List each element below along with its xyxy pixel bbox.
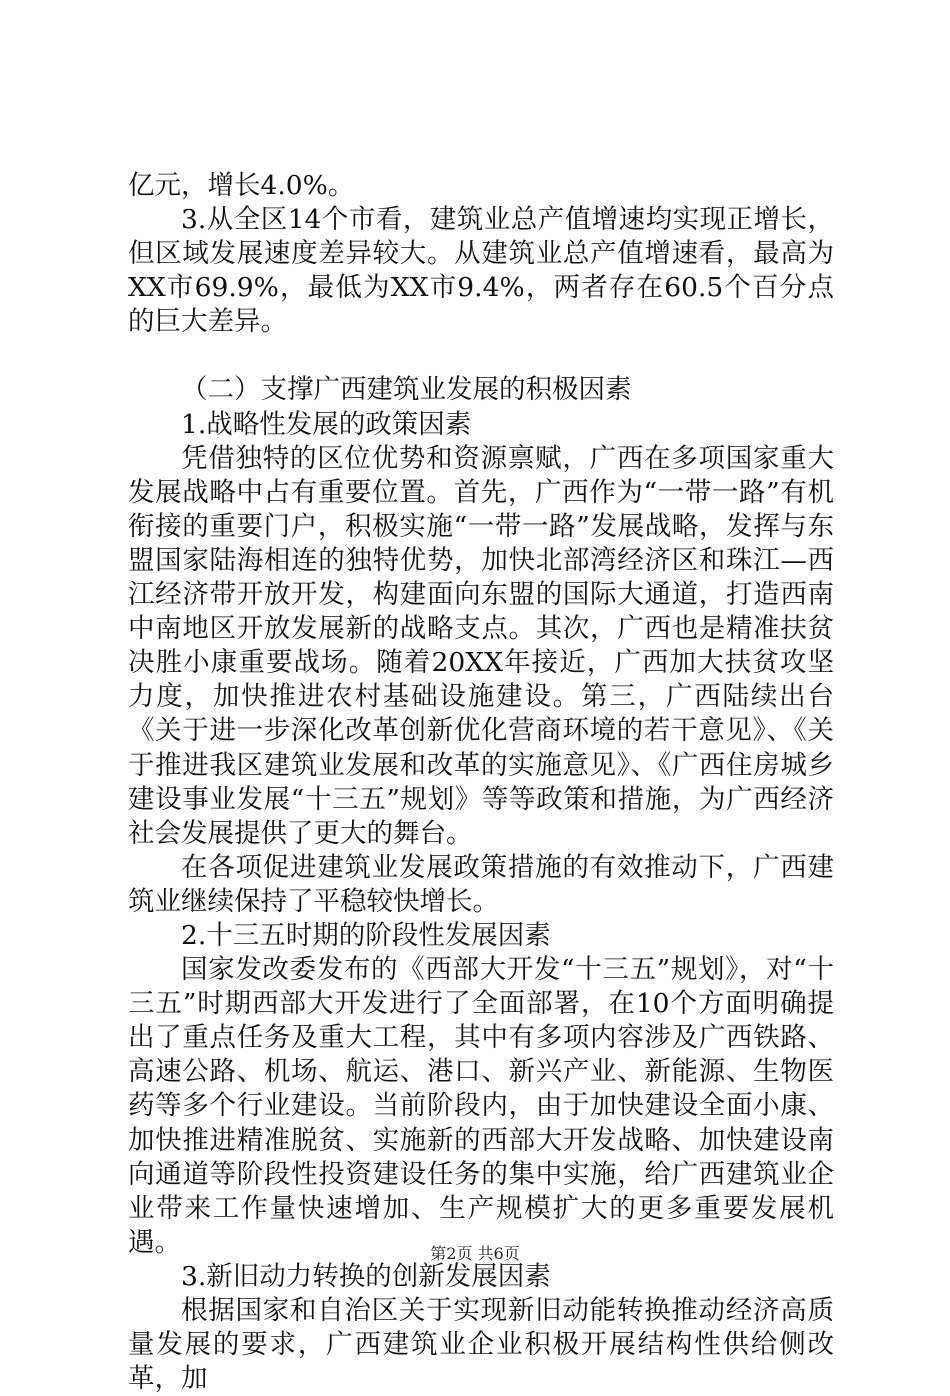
section-heading-positive-factors: （二）支撑广西建筑业发展的积极因素	[181, 374, 632, 406]
paragraph-continuation: 亿元，增长4.0%。	[128, 170, 355, 201]
subheading-policy-factors: 1.战略性发展的政策因素	[181, 408, 472, 440]
subheading-innovation-factors: 3.新旧动力转换的创新发展因素	[181, 1260, 551, 1292]
paragraph-western-development: 国家发改委发布的《西部大开发“十三五”规划》，对“十三五”时期西部大开发进行了全面部署，在10个方面明确提出了重点任务及重大工程，其中有多项内容涉及广西铁路、高速公路、机场、航运、港口、新兴产业、新能源、生物医药等多个行业建设。当前阶段内，由于加快建设全面小康、加快推进精准脱贫、实施新的西部大开发战略、加快建设南向通道等阶段性投资建设任务的集中实施，给广西建筑业企业带来工作量快速增加、生产规模扩大的更多重要发展机遇。	[128, 954, 834, 1258]
paragraph-momentum-transition: 根据国家和自治区关于实现新旧动能转换推动经济高质量发展的要求，广西建筑业企业积极开展结构性供给侧改革，加	[128, 1295, 834, 1395]
paragraph-city-growth: 3.从全区14个市看，建筑业总产值增速均实现正增长，但区域发展速度差异较大。从建筑业总产值增速看，最高为XX市69.9%，最低为XX市9.4%，两者存在60.5个百分点的巨大差异。	[128, 204, 834, 338]
page-number-footer: 第2页 共6页	[430, 1244, 520, 1263]
section-gap	[128, 339, 834, 373]
subheading-stage-factors: 2.十三五时期的阶段性发展因素	[181, 919, 551, 951]
paragraph-policy-effect: 在各项促进建筑业发展政策措施的有效推动下，广西建筑业继续保持了平稳较快增长。	[128, 851, 834, 917]
document-body	[128, 169, 834, 1396]
paragraph-strategy: 凭借独特的区位优势和资源禀赋，广西在多项国家重大发展战略中占有重要位置。首先，广西作为“一带一路”有机衔接的重要门户，积极实施“一带一路”发展战略，发挥与东盟国家陆海相连的独特优势，加快北部湾经济区和珠江—西江经济带开放开发，构建面向东盟的国际大通道，打造西南中南地区开放发展新的战略支点。其次，广西也是精准扶贫决胜小康重要战场。随着20XX年接近，广西加大扶贫攻坚力度，加快推进农村基础设施建设。第三，广西陆续出台《关于进一步深化改革创新优化营商环境的若干意见》、《关于推进我区建筑业发展和改革的实施意见》、《广西住房城乡建设事业发展“十三五”规划》等等政策和措施，为广西经济社会发展提供了更大的舞台。	[128, 442, 834, 849]
